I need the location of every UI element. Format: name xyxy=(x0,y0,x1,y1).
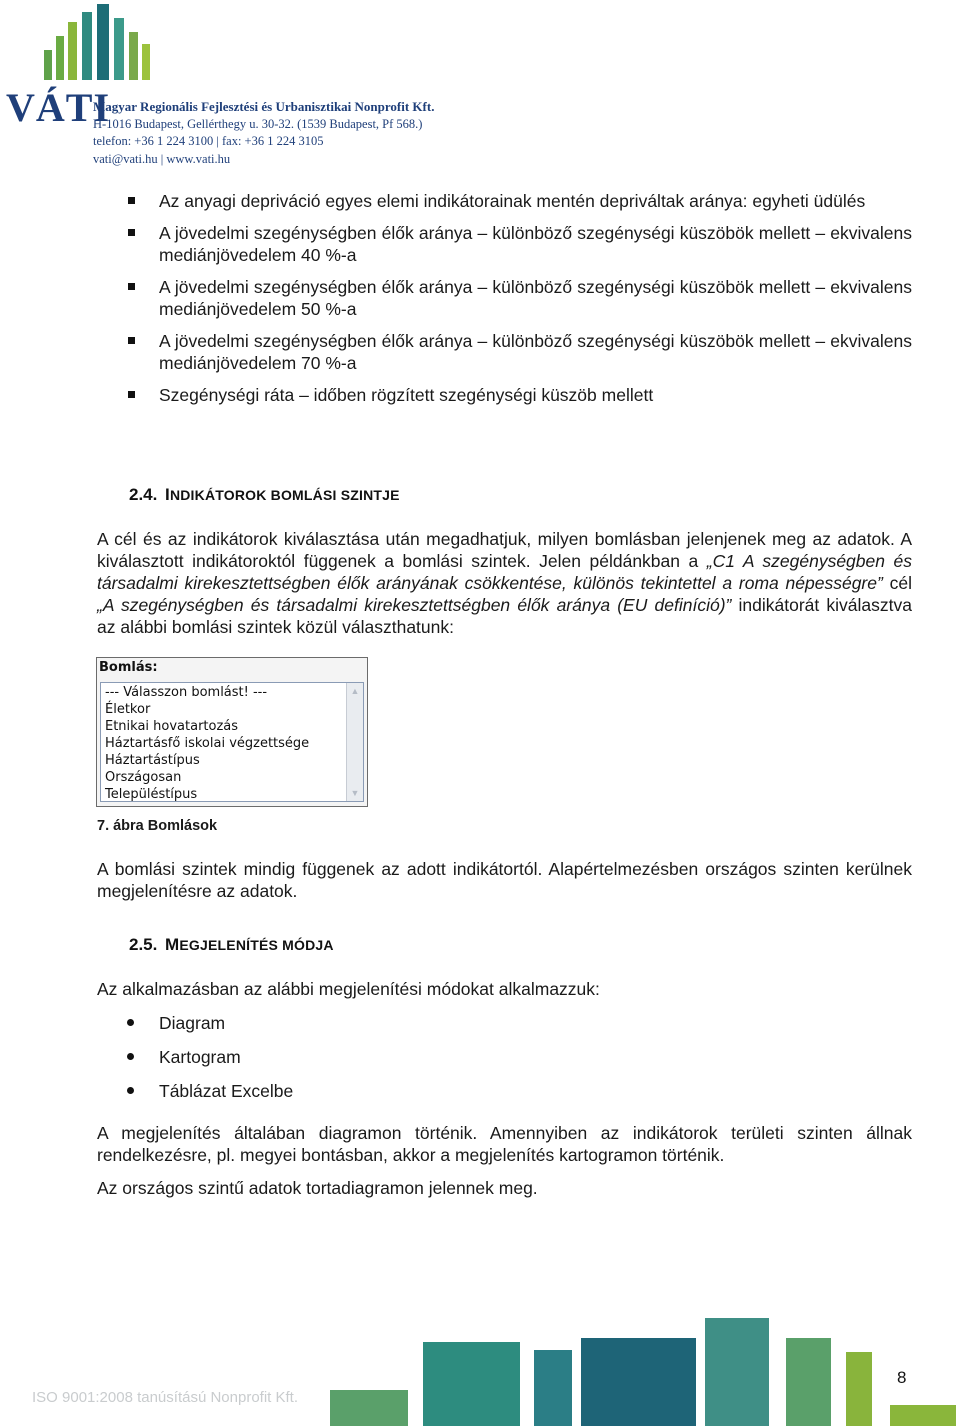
paragraph-pie-chart: Az országos szintű adatok tortadiagramon jelennek meg. xyxy=(97,1178,538,1198)
scroll-down-icon[interactable]: ▼ xyxy=(350,788,360,798)
organization-info xyxy=(93,98,434,168)
list-item: A jövedelmi szegénységben élők aránya – különböző szegénységi küszöbök mellett – ekvivalens mediánjövedelem 40 %-a xyxy=(97,222,912,266)
paragraph-bomlas-default: A bomlási szintek mindig függenek az adott indikátortól. Alapértelmezésben országos szinten kerülnek megjelenítésre az adatok. xyxy=(97,859,912,901)
list-item: A jövedelmi szegénységben élők aránya – különböző szegénységi küszöbök mellett – ekvivalens mediánjövedelem 70 %-a xyxy=(97,330,912,374)
list-item: Diagram xyxy=(97,1012,293,1046)
bomlas-listbox[interactable] xyxy=(100,682,364,802)
display-mode-list xyxy=(97,1012,293,1114)
bomlas-label: Bomlás: xyxy=(99,660,158,675)
round-bullet-icon xyxy=(127,1087,134,1094)
round-bullet-icon xyxy=(127,1053,134,1060)
paragraph-display-intro: Az alkalmazásban az alábbi megjelenítési módokat alkalmazzuk: xyxy=(97,979,600,999)
vati-logo-bars xyxy=(44,4,164,80)
organization-web: vati@vati.hu | www.vati.hu xyxy=(93,151,231,166)
vati-logo-text: VÁTI xyxy=(6,85,111,130)
listbox-option[interactable]: Országosan xyxy=(105,770,182,785)
list-item: Az anyagi depriváció egyes elemi indikátorainak mentén depriváltak aránya: egyheti üdülés xyxy=(97,190,912,212)
square-bullet-icon xyxy=(128,391,135,398)
listbox-option[interactable]: Településtípus xyxy=(105,787,198,802)
paragraph-bomlas-intro: A cél és az indikátorok kiválasztása után megadhatjuk, milyen bomlásban jelenjenek meg az adatok. A kiválasztott indikátoroktól függenek a bomlási szintek. Jelen példánkban a „C1 A szegénységben és társadalmi kirekesztettségben élők arányának csökkentése, különös tekintettel a roma népességre” cél „A szegénységben és társadalmi kirekesztettségben élők aránya (EU definíció)” indikátorát kiválasztva az alábbi bomlási szintek közül választhatunk: xyxy=(97,529,912,637)
square-bullet-icon xyxy=(128,337,135,344)
list-item: Kartogram xyxy=(97,1046,293,1080)
organization-phone: telefon: +36 1 224 3100 | fax: +36 1 224 3105 xyxy=(93,134,324,148)
section-title: NDIKÁTOROK BOMLÁSI SZINTJE xyxy=(169,487,400,503)
section-heading-2-5: 2.5. MEGJELENÍTÉS MÓDJA xyxy=(129,935,334,954)
section-number: 2.4. xyxy=(129,485,158,504)
section-number: 2.5. xyxy=(129,935,158,954)
listbox-option[interactable]: Életkor xyxy=(105,702,151,717)
indicator-bullet-list xyxy=(97,190,912,406)
list-item: A jövedelmi szegénységben élők aránya – különböző szegénységi küszöbök mellett – ekvivalens mediánjövedelem 50 %-a xyxy=(97,276,912,320)
organization-address: H-1016 Budapest, Gellérthegy u. 30-32. (1539 Budapest, Pf 568.) xyxy=(93,116,423,131)
section-heading-2-4: 2.4. INDIKÁTOROK BOMLÁSI SZINTJE xyxy=(129,485,400,504)
page-number: 8 xyxy=(897,1368,907,1387)
square-bullet-icon xyxy=(128,283,135,290)
bomlas-figure xyxy=(96,657,368,807)
round-bullet-icon xyxy=(127,1019,134,1026)
square-bullet-icon xyxy=(128,197,135,204)
list-item: Szegénységi ráta – időben rögzített szegénységi küszöb mellett xyxy=(97,384,912,406)
listbox-scrollbar[interactable] xyxy=(346,683,363,801)
listbox-option[interactable]: --- Válasszon bomlást! --- xyxy=(105,685,268,700)
square-bullet-icon xyxy=(128,229,135,236)
organization-name: Magyar Regionális Fejlesztési és Urbanisztikai Nonprofit Kft. xyxy=(93,99,435,114)
list-item: Táblázat Excelbe xyxy=(97,1080,293,1114)
paragraph-display-details: A megjelenítés általában diagramon történik. Amennyiben az indikátorok területi szinten állnak rendelkezésre, pl. megyei bontásban, akkor a megjelenítés kartogramon történik. xyxy=(97,1123,912,1165)
listbox-option[interactable]: Etnikai hovatartozás xyxy=(105,719,239,734)
listbox-option[interactable]: Háztartásfő iskolai végzettsége xyxy=(105,736,310,751)
iso-certification-text: ISO 9001:2008 tanúsítású Nonprofit Kft. xyxy=(32,1389,299,1406)
section-title: EGJELENÍTÉS MÓDJA xyxy=(179,937,334,953)
listbox-option[interactable]: Háztartástípus xyxy=(105,753,200,768)
scroll-up-icon[interactable]: ▲ xyxy=(350,686,360,696)
figure-caption: 7. ábra Bomlások xyxy=(97,818,218,834)
